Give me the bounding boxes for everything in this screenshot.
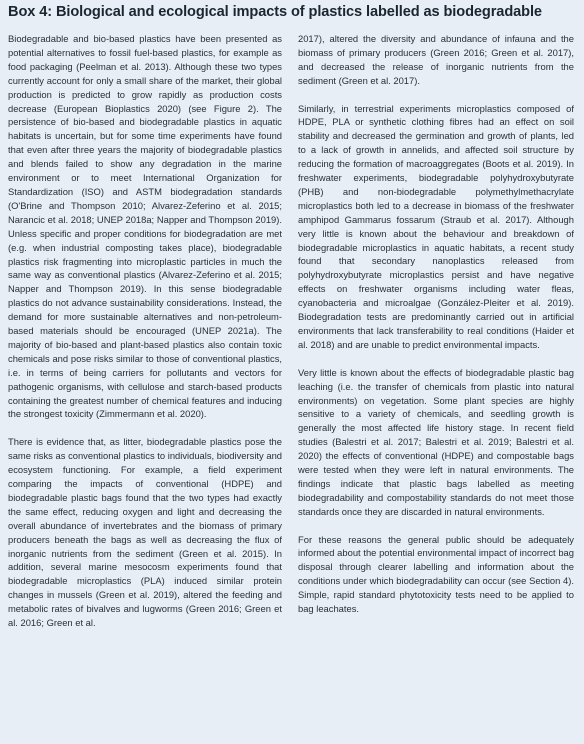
box-title: Box 4: Biological and ecological impacts of plastics labelled as biodegradable [8, 4, 542, 20]
paragraph: Biodegradable and bio-based plastics have been presented as potential alternatives to fossil fuel-based plastics, for example as food packaging (Peelman et al. 2013). Although these two types currently account for only a small share of the market, their global production is predicted to grow rapidly as production costs decrease (European Bioplastics 2020) (see Figure 2). The persistence of bio-based and biodegradable plastics in aquatic habitats is uncertain, but for some time experiments have found that even after three years the majority of biodegradable plastics and blends failed to show any degradation in the marine environment or to meet International Organization for Standardization (ISO) and ASTM biodegradation standards (O'Brine and Thompson 2010; Alvarez-Zeferino et al. 2015; Narancic et al. 2018; UNEP 2018a; Napper and Thompson 2019). Unless specific and proper conditions for biodegradation are met (e.g. when industrial composting takes place), biodegradable plastics risk fragmenting into microplastic particles in much the same way as conventional plastics (Alvarez-Zeferino et al. 2015; Napper and Thompson 2019). In this sense biodegradable plastics do not advance sustainability considerations. Instead, the demand for more sustainable alternatives and non-petroleum-based materials should be encouraged (UNEP 2021a). The majority of bio-based and plant-based plastics also contain toxic chemicals and pose risks similar to those of conventional plastics, i.e. in terms of being carriers for pollutants and vectors for pathogenic organisms, with cellulose and starch-based products containing the greatest number of chemical features and inducing the strongest toxicity (Zimmermann et al. 2020). [8, 33, 282, 420]
left-column [8, 32, 282, 630]
paragraph: 2017), altered the diversity and abundance of infauna and the biomass of primary producers (Green 2016; Green et al. 2017), and decreased the release of inorganic nutrients from the sediment (Green et al. 2017). [298, 33, 574, 86]
paragraph: Very little is known about the effects of biodegradable plastic bag leaching (i.e. the transfer of chemicals from plastic into natural environments) on vegetation. Some plant species are highly sensitive to a variety of chemicals, and seedling growth is generally the most affected life history stage. In recent field studies (Balestri et al. 2017; Balestri et al. 2019; Balestri et al. 2020) the effects of conventional (HDPE) and compostable bags were tested when they were left in natural environments. The findings indicate that plastic bags labelled as meeting biodegradability and compostability standards do not meet those standards once they are discarded in natural environments. [298, 366, 574, 517]
paragraph: Similarly, in terrestrial experiments microplastics composed of HDPE, PLA or synthetic clothing fibres had an effect on soil stability and decreased the germination and growth of plants, led to a lack of growth in annelids, and affected soil structure by reducing the formation of macroaggregates (Boots et al. 2019). In freshwater experiments, biodegradable polyhydroxybutyrate (PHB) and non-biodegradable polymethylmethacrylate microplastics both led to a decrease in biomass of the freshwater amphipod Gammarus fossarum (Straub et al. 2017). Although very little is known about the behaviour and breakdown of biodegradable microplastics in aquatic habitats, a recent study found that secondary nanoplastics released from polyhydroxybutyrate microplastics persist and have negative effects on freshwater organisms including water fleas, cyanobacteria and microalgae (González-Pleiter et al. 2019). Biodegradation tests are predominantly carried out in artificial environments that lack transferability to real conditions (Haider et al. 2018) and are unable to predict environmental impacts. [298, 102, 574, 350]
paragraph: For these reasons the general public should be adequately informed about the potential environmental impact of incorrect bag disposal through clearer labelling and information about the conditions under which biodegradability can occur (see Section 4). Simple, rapid standard phytotoxicity tests need to be applied to bag leachates. [298, 533, 574, 615]
right-column [298, 32, 574, 616]
paragraph: There is evidence that, as litter, biodegradable plastics pose the same risks as conventional plastics to individuals, biodiversity and ecosystem functioning. For example, a field experiment comparing the impacts of conventional (HDPE) and biodegradable plastic bags found that the two types had exactly the same effect, reducing oxygen and light and decreasing the overall abundance of invertebrates and the biomass of primary producers beneath the bags as well as decreasing the flux of inorganic nutrients from the sediment (Green et al. 2015). In addition, several marine mesocosm experiments found that biodegradable microplastics (PLA) induced similar protein changes in mussels (Green et al. 2019), altered the feeding and metabolic rates of bivalves and lugworms (Green 2016; Green et al. 2016; Green et al. [8, 436, 282, 629]
